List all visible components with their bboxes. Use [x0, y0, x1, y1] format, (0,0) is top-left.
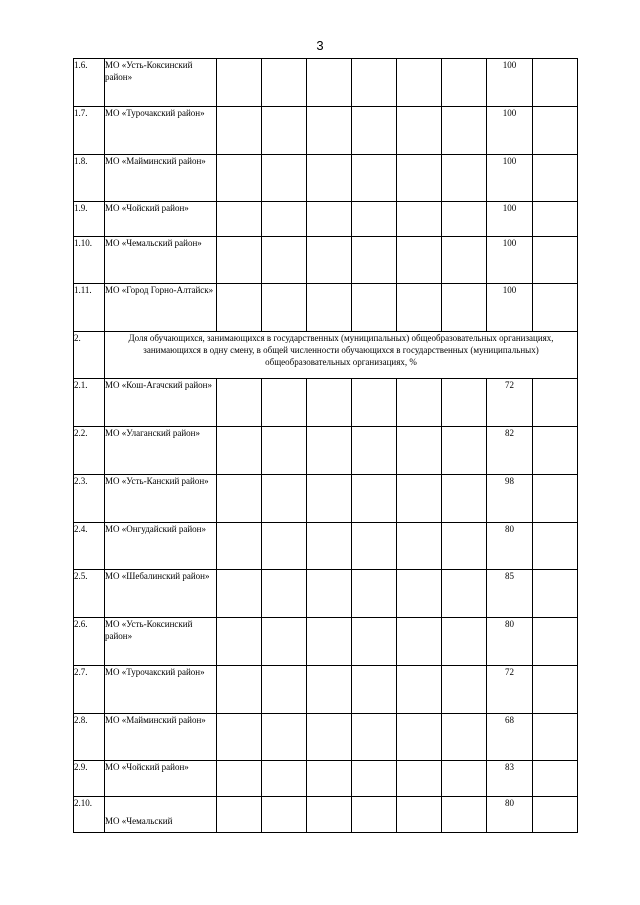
municipality-name: МО «Усть-Коксинский район»: [105, 618, 217, 666]
empty-cell: [217, 155, 262, 202]
empty-cell: [307, 202, 352, 237]
empty-cell: [397, 284, 442, 332]
empty-cell: [352, 379, 397, 427]
empty-cell: [217, 761, 262, 797]
municipality-name: МО «Кош-Агачский район»: [105, 379, 217, 427]
empty-cell: [217, 523, 262, 570]
municipality-name: МО «Турочакский район»: [105, 107, 217, 155]
municipality-name: МО «Шебалинский район»: [105, 570, 217, 618]
empty-cell: [217, 666, 262, 714]
indicator-value: 100: [487, 237, 533, 284]
empty-cell: [533, 59, 578, 107]
empty-cell: [262, 284, 307, 332]
empty-cell: [217, 570, 262, 618]
empty-cell: [262, 570, 307, 618]
section-title: Доля обучающихся, занимающихся в государственных (муниципальных) общеобразовательных организациях, занимающихся в одну смену, в общей численности обучающихся в государственных (муниципальных) общеобразовательных организациях, %: [105, 332, 578, 379]
table-row: [74, 237, 578, 284]
table-row: [74, 284, 578, 332]
empty-cell: [442, 237, 487, 284]
table-row: [74, 475, 578, 523]
row-number: 2.1.: [74, 379, 105, 427]
municipality-name: МО «Усть-Коксинский район»: [105, 59, 217, 107]
empty-cell: [307, 570, 352, 618]
row-number: 1.11.: [74, 284, 105, 332]
empty-cell: [217, 202, 262, 237]
empty-cell: [352, 475, 397, 523]
empty-cell: [262, 155, 307, 202]
row-number: 1.6.: [74, 59, 105, 107]
indicator-value: 80: [487, 523, 533, 570]
indicator-value: 72: [487, 379, 533, 427]
empty-cell: [533, 237, 578, 284]
indicator-value: 72: [487, 666, 533, 714]
empty-cell: [352, 59, 397, 107]
empty-cell: [397, 570, 442, 618]
empty-cell: [352, 761, 397, 797]
empty-cell: [307, 427, 352, 475]
indicator-value: 100: [487, 202, 533, 237]
empty-cell: [307, 155, 352, 202]
empty-cell: [442, 523, 487, 570]
empty-cell: [397, 523, 442, 570]
empty-cell: [442, 107, 487, 155]
row-number: 1.9.: [74, 202, 105, 237]
empty-cell: [307, 523, 352, 570]
empty-cell: [397, 666, 442, 714]
empty-cell: [262, 523, 307, 570]
empty-cell: [352, 618, 397, 666]
table-row: [74, 570, 578, 618]
empty-cell: [533, 107, 578, 155]
empty-cell: [217, 107, 262, 155]
empty-cell: [262, 797, 307, 833]
indicator-value: 80: [487, 797, 533, 833]
empty-cell: [217, 618, 262, 666]
empty-cell: [397, 618, 442, 666]
municipality-name: МО «Онгудайский район»: [105, 523, 217, 570]
empty-cell: [397, 761, 442, 797]
empty-cell: [533, 570, 578, 618]
table-row: [74, 797, 578, 833]
empty-cell: [442, 284, 487, 332]
table-row: [74, 427, 578, 475]
empty-cell: [217, 714, 262, 761]
empty-cell: [262, 237, 307, 284]
row-number: 2.9.: [74, 761, 105, 797]
row-number: 2.4.: [74, 523, 105, 570]
empty-cell: [533, 714, 578, 761]
municipality-name: МО «Чойский район»: [105, 761, 217, 797]
empty-cell: [307, 797, 352, 833]
table-row: [74, 666, 578, 714]
table-row: [74, 59, 578, 107]
table-row: [74, 618, 578, 666]
empty-cell: [262, 379, 307, 427]
empty-cell: [262, 618, 307, 666]
municipality-name: МО «Чойский район»: [105, 202, 217, 237]
indicator-value: 80: [487, 618, 533, 666]
empty-cell: [352, 237, 397, 284]
empty-cell: [533, 155, 578, 202]
section-number: 2.: [74, 332, 105, 379]
municipality-name: МО «Город Горно-Алтайск»: [105, 284, 217, 332]
table-row: [74, 523, 578, 570]
table-row: [74, 202, 578, 237]
empty-cell: [352, 666, 397, 714]
empty-cell: [262, 475, 307, 523]
municipality-name: МО «Турочакский район»: [105, 666, 217, 714]
municipality-name: МО «Усть-Канский район»: [105, 475, 217, 523]
municipality-name: МО «Чемальский: [105, 797, 217, 833]
empty-cell: [533, 618, 578, 666]
empty-cell: [442, 714, 487, 761]
empty-cell: [533, 523, 578, 570]
empty-cell: [307, 107, 352, 155]
empty-cell: [352, 155, 397, 202]
empty-cell: [533, 666, 578, 714]
empty-cell: [397, 155, 442, 202]
empty-cell: [442, 666, 487, 714]
empty-cell: [397, 379, 442, 427]
empty-cell: [397, 59, 442, 107]
empty-cell: [442, 59, 487, 107]
empty-cell: [533, 202, 578, 237]
empty-cell: [533, 284, 578, 332]
empty-cell: [217, 797, 262, 833]
empty-cell: [397, 202, 442, 237]
empty-cell: [262, 59, 307, 107]
empty-cell: [533, 427, 578, 475]
table-row: [74, 714, 578, 761]
empty-cell: [217, 59, 262, 107]
empty-cell: [352, 202, 397, 237]
empty-cell: [533, 797, 578, 833]
empty-cell: [307, 714, 352, 761]
empty-cell: [307, 237, 352, 284]
empty-cell: [442, 570, 487, 618]
empty-cell: [397, 427, 442, 475]
row-number: 1.10.: [74, 237, 105, 284]
empty-cell: [307, 761, 352, 797]
indicator-value: 68: [487, 714, 533, 761]
empty-cell: [262, 427, 307, 475]
empty-cell: [307, 59, 352, 107]
row-number: 1.8.: [74, 155, 105, 202]
empty-cell: [442, 155, 487, 202]
indicator-value: 100: [487, 59, 533, 107]
empty-cell: [533, 475, 578, 523]
empty-cell: [442, 475, 487, 523]
empty-cell: [217, 427, 262, 475]
empty-cell: [352, 427, 397, 475]
indicator-value: 98: [487, 475, 533, 523]
row-number: 1.7.: [74, 107, 105, 155]
row-number: 2.5.: [74, 570, 105, 618]
empty-cell: [442, 618, 487, 666]
empty-cell: [442, 427, 487, 475]
indicator-table: [73, 58, 578, 833]
municipality-name: МО «Майминский район»: [105, 155, 217, 202]
indicator-value: 82: [487, 427, 533, 475]
empty-cell: [352, 107, 397, 155]
empty-cell: [307, 475, 352, 523]
row-number: 2.8.: [74, 714, 105, 761]
empty-cell: [262, 666, 307, 714]
empty-cell: [217, 379, 262, 427]
empty-cell: [397, 714, 442, 761]
empty-cell: [307, 618, 352, 666]
table-row: [74, 761, 578, 797]
row-number: 2.2.: [74, 427, 105, 475]
empty-cell: [442, 761, 487, 797]
empty-cell: [397, 475, 442, 523]
empty-cell: [217, 284, 262, 332]
empty-cell: [397, 797, 442, 833]
empty-cell: [352, 714, 397, 761]
row-number: 2.3.: [74, 475, 105, 523]
empty-cell: [307, 284, 352, 332]
table-row: [74, 155, 578, 202]
indicator-value: 100: [487, 155, 533, 202]
empty-cell: [262, 714, 307, 761]
empty-cell: [352, 523, 397, 570]
empty-cell: [533, 379, 578, 427]
indicator-value: 100: [487, 284, 533, 332]
indicator-value: 85: [487, 570, 533, 618]
empty-cell: [307, 379, 352, 427]
empty-cell: [307, 666, 352, 714]
empty-cell: [397, 107, 442, 155]
municipality-name: МО «Чемальский район»: [105, 237, 217, 284]
empty-cell: [442, 379, 487, 427]
table-row: [74, 379, 578, 427]
municipality-name: МО «Улаганский район»: [105, 427, 217, 475]
empty-cell: [442, 797, 487, 833]
empty-cell: [533, 761, 578, 797]
indicator-value: 100: [487, 107, 533, 155]
empty-cell: [442, 202, 487, 237]
empty-cell: [217, 475, 262, 523]
municipality-name: МО «Майминский район»: [105, 714, 217, 761]
empty-cell: [397, 237, 442, 284]
page-number: 3: [316, 38, 324, 53]
row-number: 2.10.: [74, 797, 105, 833]
empty-cell: [217, 237, 262, 284]
empty-cell: [262, 202, 307, 237]
section-header-row: [74, 332, 578, 379]
empty-cell: [262, 761, 307, 797]
row-number: 2.6.: [74, 618, 105, 666]
table-row: [74, 107, 578, 155]
empty-cell: [352, 284, 397, 332]
empty-cell: [262, 107, 307, 155]
empty-cell: [352, 797, 397, 833]
indicator-value: 83: [487, 761, 533, 797]
empty-cell: [352, 570, 397, 618]
row-number: 2.7.: [74, 666, 105, 714]
